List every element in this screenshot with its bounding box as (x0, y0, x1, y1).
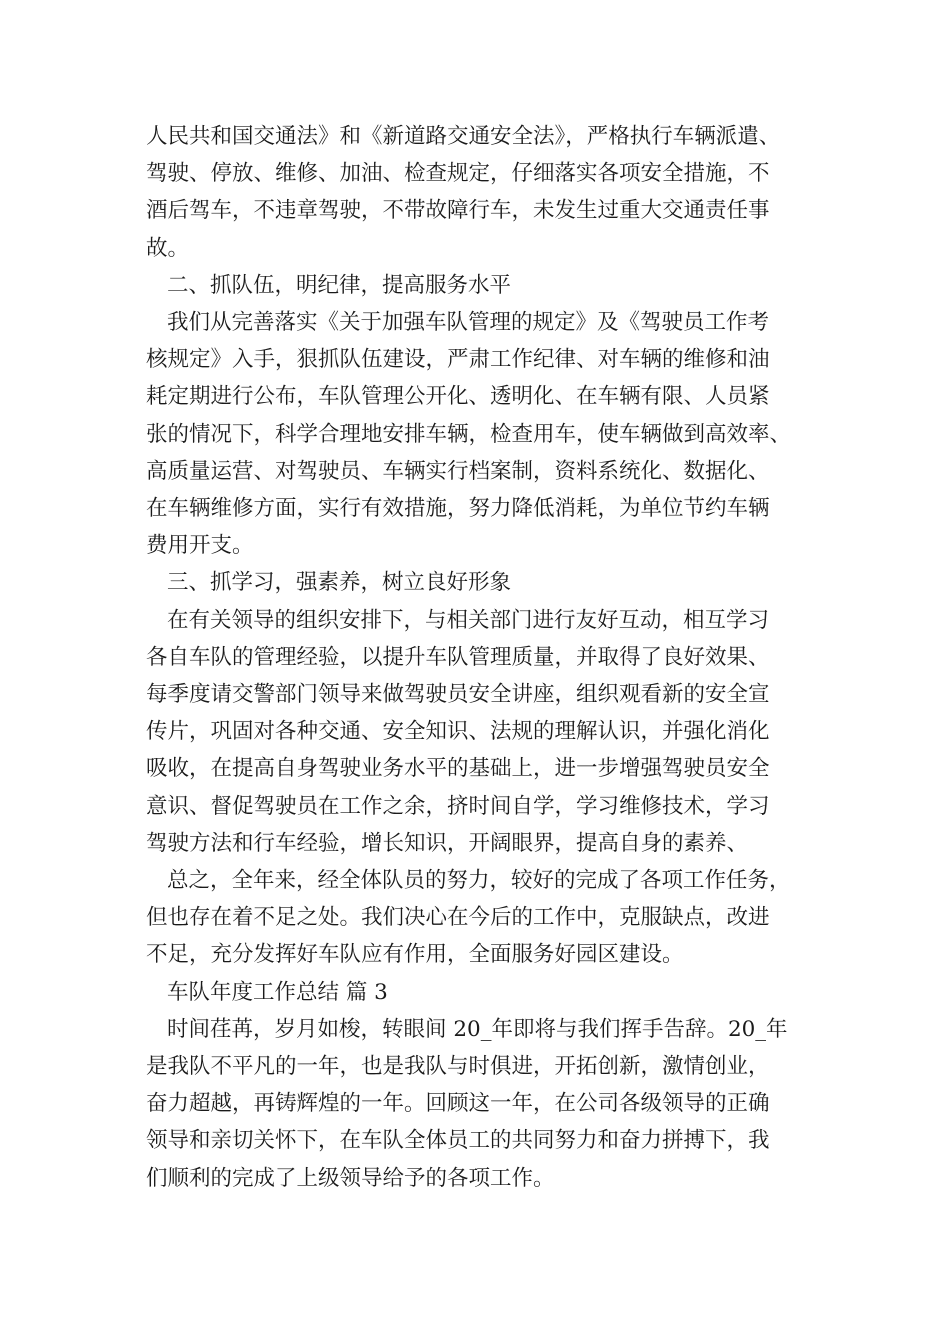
text-line: 奋力超越，再铸辉煌的一年。回顾这一年，在公司各级领导的正确 (146, 1091, 770, 1117)
text-line: 吸收，在提高自身驾驶业务水平的基础上，进一步增强驾驶员安全 (146, 756, 770, 782)
section-heading-3 (146, 564, 810, 601)
paragraph-team-management (146, 304, 810, 564)
text-line: 我们从完善落实《关于加强车队管理的规定》及《驾驶员工作考 (167, 310, 770, 336)
text-line: 但也存在着不足之处。我们决心在今后的工作中，克服缺点，改进 (146, 905, 770, 931)
text-line: 是我队不平凡的一年，也是我队与时俱进，开拓创新，激情创业， (146, 1054, 770, 1080)
text-line: 耗定期进行公布，车队管理公开化、透明化、在车辆有限、人员紧 (146, 384, 770, 410)
text-line: 不足，充分发挥好车队应有作用，全面服务好园区建设。 (146, 942, 684, 968)
text-line: 时间荏苒，岁月如梭，转眼间 20_年即将与我们挥手告辞。20_年 (167, 1016, 788, 1042)
text-line: 各自车队的管理经验，以提升车队管理质量，并取得了良好效果、 (146, 644, 770, 670)
text-line: 在车辆维修方面，实行有效措施，努力降低消耗，为单位节约车辆 (146, 496, 770, 522)
text-line: 们顺利的完成了上级领导给予的各项工作。 (146, 1165, 555, 1191)
text-line: 领导和亲切关怀下，在车队全体员工的共同努力和奋力拼搏下，我 (146, 1128, 770, 1154)
text-line: 高质量运营、对驾驶员、车辆实行档案制，资料系统化、数据化、 (146, 458, 770, 484)
paragraph-learning (146, 602, 810, 862)
document-body (146, 118, 810, 1197)
text-line: 核规定》入手，狠抓队伍建设，严肃工作纪律、对车辆的维修和油 (146, 347, 770, 373)
paragraph-summary (146, 862, 810, 974)
text-line: 人民共和国交通法》和《新道路交通安全法》，严格执行车辆派遣、 (146, 124, 781, 149)
text-line: 传片，巩固对各种交通、安全知识、法规的理解认识，并强化消化 (146, 719, 770, 745)
text-line: 故。 (146, 235, 190, 261)
heading-text: 车队年度工作总结 篇 3 (167, 979, 388, 1005)
paragraph-year-review (146, 1011, 810, 1197)
heading-text: 二、抓队伍，明纪律，提高服务水平 (167, 272, 512, 298)
paragraph-traffic-law (146, 118, 810, 267)
text-line: 张的情况下，科学合理地安排车辆，检查用车，使车辆做到高效率、 (146, 421, 792, 447)
text-line: 费用开支。 (146, 533, 254, 559)
text-line: 驾驶、停放、维修、加油、检查规定，仔细落实各项安全措施，不 (146, 161, 770, 187)
section-heading-2 (146, 267, 810, 304)
text-line: 意识、督促驾驶员在工作之余，挤时间自学，学习维修技术，学习 (146, 793, 770, 819)
article-title (146, 974, 810, 1011)
text-line: 酒后驾车，不违章驾驶，不带故障行车，未发生过重大交通责任事 (146, 198, 770, 224)
text-line: 每季度请交警部门领导来做驾驶员安全讲座，组织观看新的安全宣 (146, 682, 770, 708)
text-line: 总之，全年来，经全体队员的努力，较好的完成了各项工作任务， (167, 868, 791, 894)
heading-text: 三、抓学习，强素养，树立良好形象 (167, 570, 512, 596)
text-line: 驾驶方法和行车经验，增长知识，开阔眼界，提高自身的素养、 (146, 830, 749, 856)
text-line: 在有关领导的组织安排下，与相关部门进行友好互动，相互学习 (167, 607, 770, 633)
